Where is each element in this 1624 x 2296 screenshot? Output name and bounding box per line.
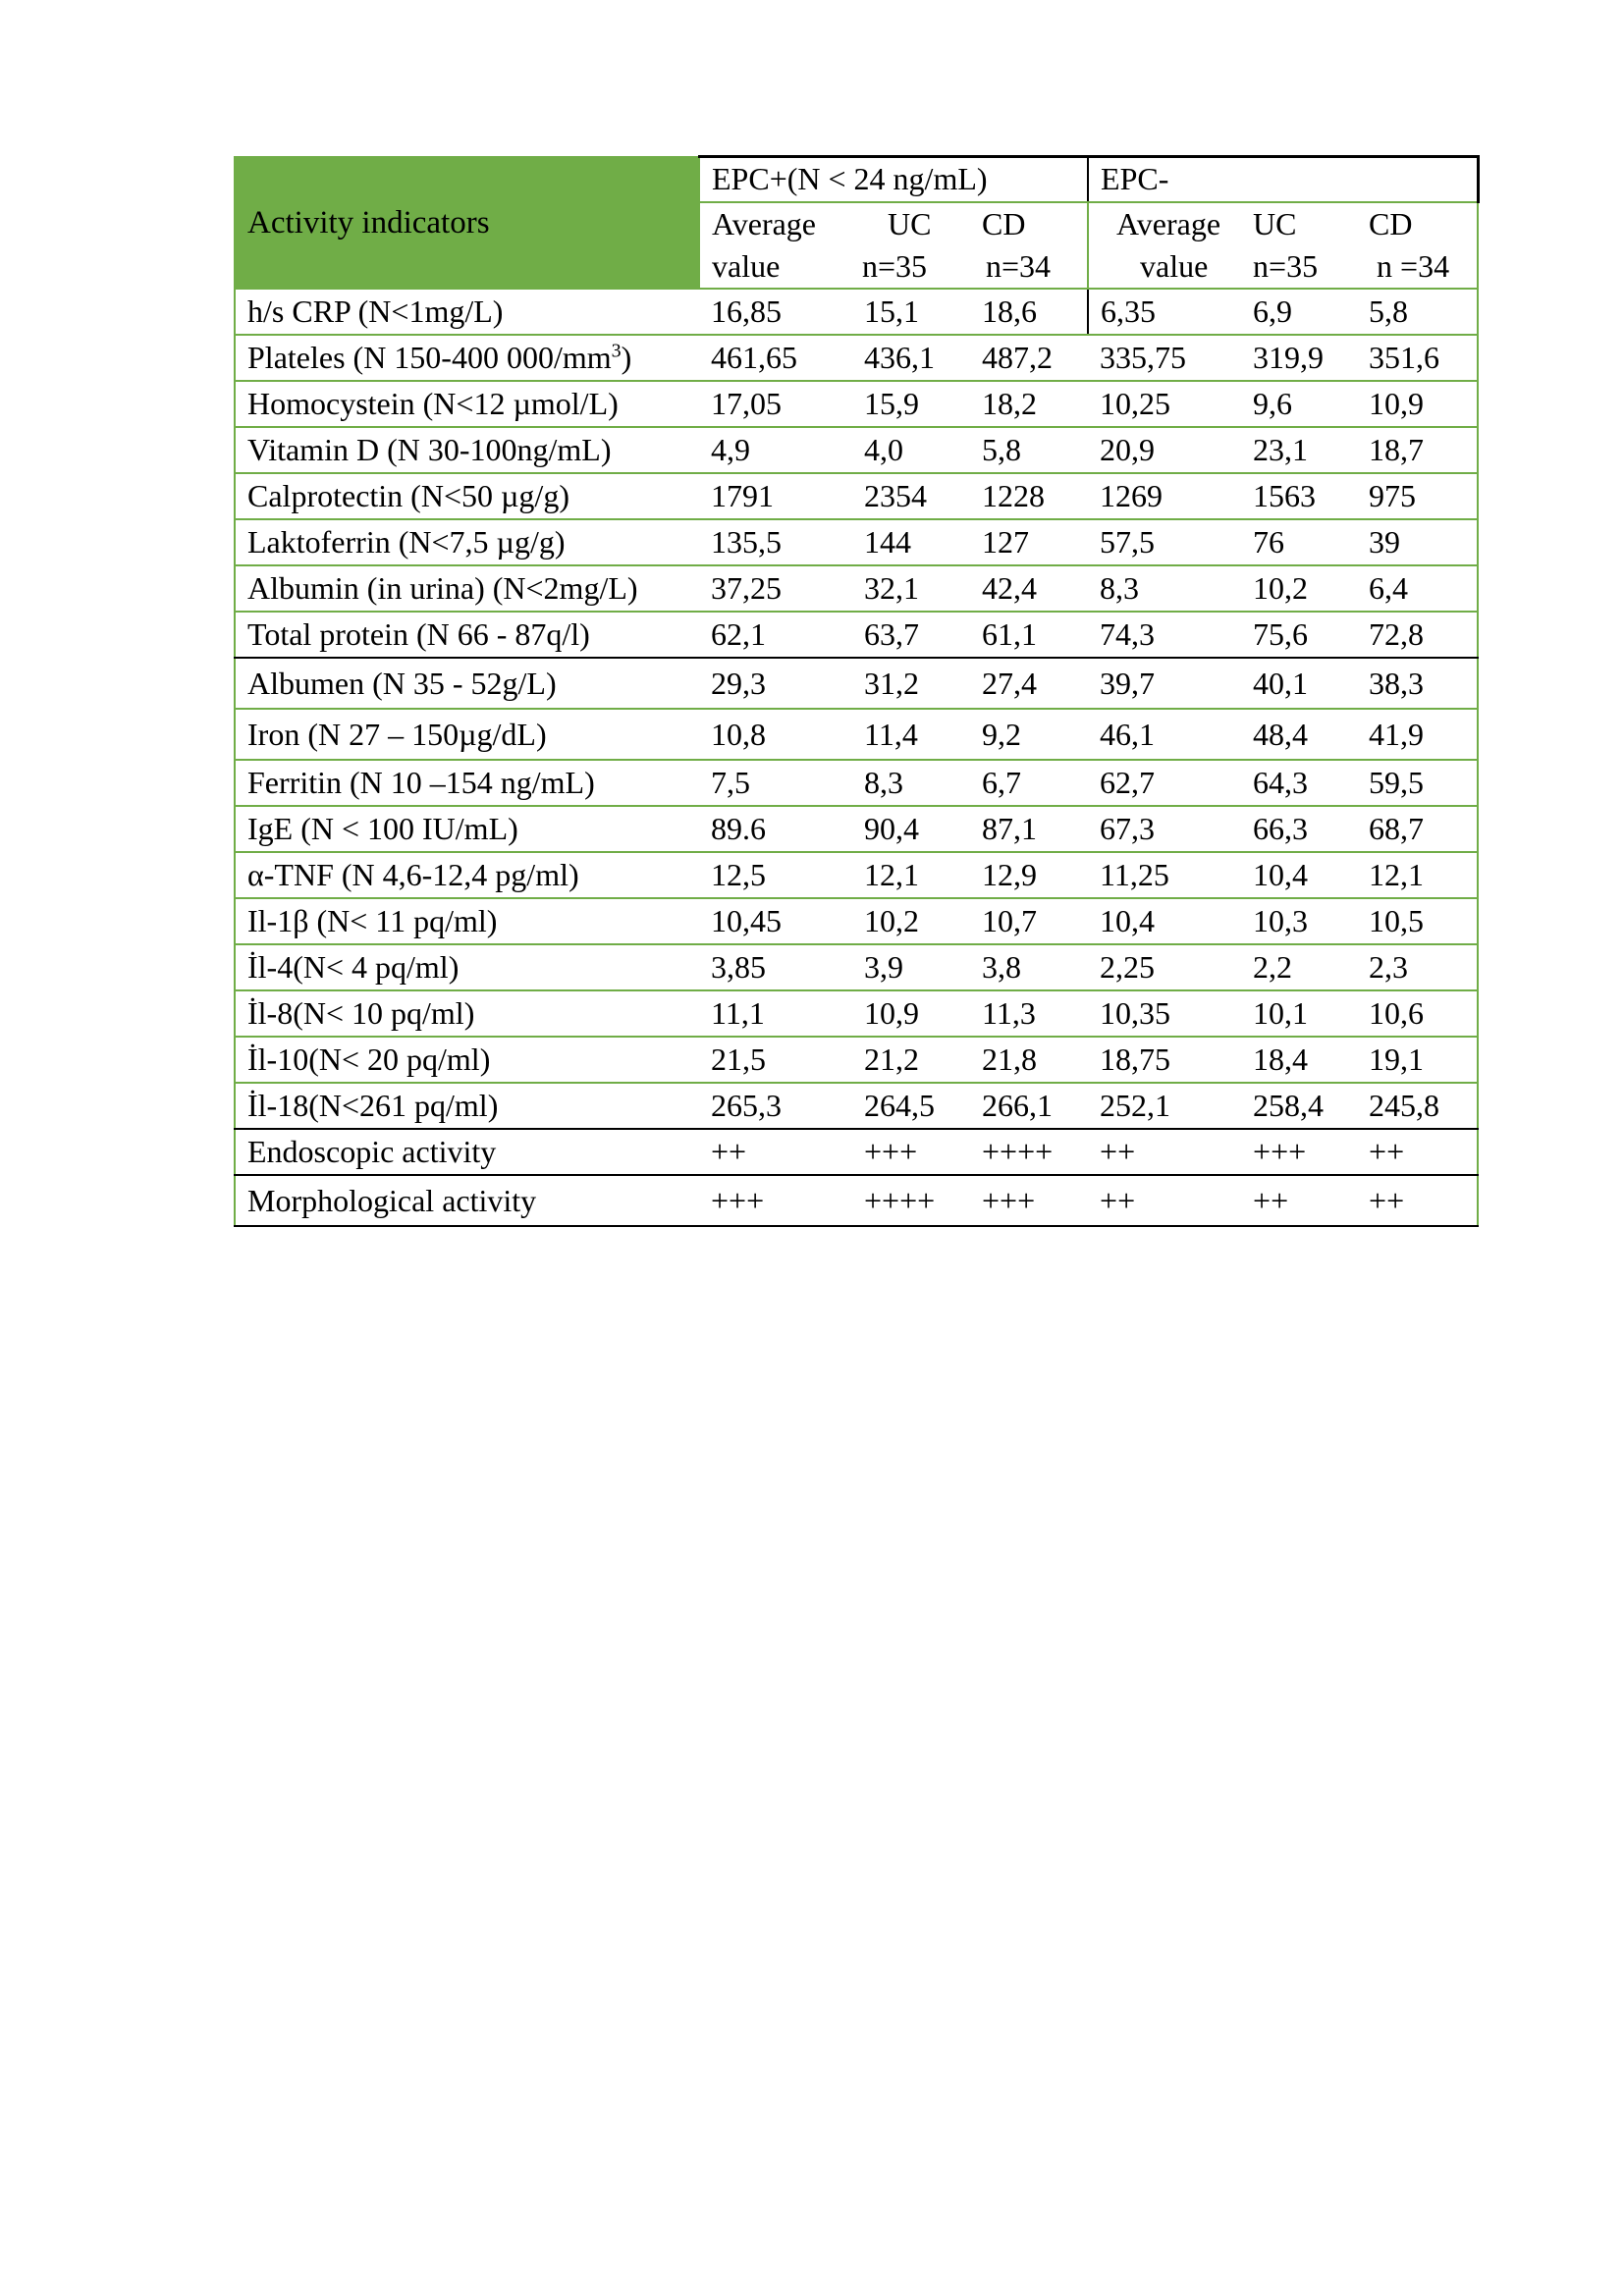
cell-epc-plus-average: 17,05 <box>699 381 852 427</box>
cell-epc-plus-cd: 12,9 <box>970 852 1088 898</box>
cell-epc-plus-uc: +++ <box>852 1129 970 1175</box>
cell-epc-plus-average: +++ <box>699 1175 852 1226</box>
cell-epc-minus-average: 335,75 <box>1088 335 1241 381</box>
row-label: Calprotectin (N<50 µg/g) <box>235 473 699 519</box>
subheader-line: n=35 <box>862 248 928 285</box>
cell-epc-plus-cd: 42,4 <box>970 565 1088 612</box>
row-label: α-TNF (N 4,6-12,4 pg/ml) <box>235 852 699 898</box>
cell-epc-plus-uc: 12,1 <box>852 852 970 898</box>
cell-epc-minus-average: 252,1 <box>1088 1083 1241 1129</box>
activity-row <box>235 1175 1478 1226</box>
row-label: Albumin (in urina) (N<2mg/L) <box>235 565 699 612</box>
cell-epc-plus-uc: 264,5 <box>852 1083 970 1129</box>
cell-epc-minus-cd: 38,3 <box>1357 658 1478 709</box>
cell-epc-minus-average: 10,25 <box>1088 381 1241 427</box>
cell-epc-minus-average: 57,5 <box>1088 519 1241 565</box>
group-header-epc-minus: EPC- <box>1088 157 1478 203</box>
cell-epc-plus-average: 1791 <box>699 473 852 519</box>
cell-epc-plus-average: 29,3 <box>699 658 852 709</box>
table-row <box>235 335 1478 381</box>
row-label: Il-1β (N< 11 pq/ml) <box>235 898 699 944</box>
cell-epc-plus-uc: 11,4 <box>852 709 970 760</box>
subheader-line: n=34 <box>986 248 1052 285</box>
cell-epc-plus-average: 16,85 <box>699 289 852 335</box>
cell-epc-plus-uc: 4,0 <box>852 427 970 473</box>
cell-epc-plus-uc: 15,1 <box>852 289 970 335</box>
table-row <box>235 944 1478 990</box>
cell-epc-minus-uc: 18,4 <box>1241 1037 1357 1083</box>
cell-epc-plus-uc: ++++ <box>852 1175 970 1226</box>
cell-epc-minus-average: 6,35 <box>1088 289 1241 335</box>
table-row <box>235 565 1478 612</box>
cell-epc-plus-uc: 31,2 <box>852 658 970 709</box>
cell-epc-minus-cd: 68,7 <box>1357 806 1478 852</box>
cell-epc-plus-cd: +++ <box>970 1175 1088 1226</box>
cell-epc-minus-uc: 48,4 <box>1241 709 1357 760</box>
cell-epc-plus-average: 11,1 <box>699 990 852 1037</box>
cell-epc-minus-average: 10,4 <box>1088 898 1241 944</box>
activity-row <box>235 1129 1478 1175</box>
cell-epc-minus-cd: 41,9 <box>1357 709 1478 760</box>
cell-epc-minus-cd: 59,5 <box>1357 760 1478 806</box>
cell-epc-plus-average: 21,5 <box>699 1037 852 1083</box>
cell-epc-plus-average: 7,5 <box>699 760 852 806</box>
cell-epc-minus-uc: 23,1 <box>1241 427 1357 473</box>
cell-epc-plus-cd: 1228 <box>970 473 1088 519</box>
row-label-text: Plateles (N 150-400 000/mm <box>247 340 612 376</box>
cell-epc-minus-cd: 351,6 <box>1357 335 1478 381</box>
subheader-epc-minus-cd <box>1357 202 1478 289</box>
cell-epc-minus-average: 62,7 <box>1088 760 1241 806</box>
cell-epc-minus-uc: 258,4 <box>1241 1083 1357 1129</box>
row-label: Laktoferrin (N<7,5 µg/g) <box>235 519 699 565</box>
cell-epc-minus-cd: 245,8 <box>1357 1083 1478 1129</box>
subheader-line: UC <box>1253 206 1297 241</box>
subheader-epc-plus-uc <box>852 202 970 289</box>
cell-epc-minus-uc: 10,3 <box>1241 898 1357 944</box>
cell-epc-minus-average: 8,3 <box>1088 565 1241 612</box>
cell-epc-plus-cd: 5,8 <box>970 427 1088 473</box>
subheader-line: UC <box>888 206 932 241</box>
cell-epc-minus-uc: 40,1 <box>1241 658 1357 709</box>
cell-epc-minus-average: 46,1 <box>1088 709 1241 760</box>
cell-epc-minus-uc: 9,6 <box>1241 381 1357 427</box>
row-label: Endoscopic activity <box>235 1129 699 1175</box>
cell-epc-plus-average: 3,85 <box>699 944 852 990</box>
activity-indicators-table <box>234 155 1480 1227</box>
cell-epc-plus-uc: 10,9 <box>852 990 970 1037</box>
cell-epc-plus-average: 4,9 <box>699 427 852 473</box>
cell-epc-plus-average: 135,5 <box>699 519 852 565</box>
cell-epc-plus-uc: 10,2 <box>852 898 970 944</box>
subheader-epc-plus-average <box>699 202 852 289</box>
cell-epc-minus-average: ++ <box>1088 1175 1241 1226</box>
cell-epc-plus-uc: 436,1 <box>852 335 970 381</box>
table-row <box>235 519 1478 565</box>
cell-epc-plus-cd: 6,7 <box>970 760 1088 806</box>
cell-epc-minus-uc: 319,9 <box>1241 335 1357 381</box>
cell-epc-minus-uc: ++ <box>1241 1175 1357 1226</box>
row-label: Morphological activity <box>235 1175 699 1226</box>
cell-epc-minus-cd: 10,9 <box>1357 381 1478 427</box>
row-label <box>235 335 699 381</box>
cell-epc-minus-cd: 10,5 <box>1357 898 1478 944</box>
row-label: Ferritin (N 10 –154 ng/mL) <box>235 760 699 806</box>
cell-epc-plus-average: 37,25 <box>699 565 852 612</box>
cell-epc-plus-cd: ++++ <box>970 1129 1088 1175</box>
subheader-line: n=35 <box>1253 248 1319 285</box>
cell-epc-plus-cd: 87,1 <box>970 806 1088 852</box>
cell-epc-plus-average: 10,45 <box>699 898 852 944</box>
cell-epc-minus-average: 74,3 <box>1088 612 1241 658</box>
subheader-line: n =34 <box>1377 248 1450 285</box>
cell-epc-minus-average: 67,3 <box>1088 806 1241 852</box>
subheader-line: Average <box>1116 206 1221 241</box>
cell-epc-plus-average: 265,3 <box>699 1083 852 1129</box>
cell-epc-minus-uc: 76 <box>1241 519 1357 565</box>
table-row <box>235 1037 1478 1083</box>
cell-epc-minus-cd: 2,3 <box>1357 944 1478 990</box>
cell-epc-plus-cd: 10,7 <box>970 898 1088 944</box>
cell-epc-minus-cd: ++ <box>1357 1129 1478 1175</box>
table-row <box>235 898 1478 944</box>
cell-epc-minus-average: 1269 <box>1088 473 1241 519</box>
row-label: İl-10(N< 20 pq/ml) <box>235 1037 699 1083</box>
cell-epc-plus-cd: 18,2 <box>970 381 1088 427</box>
cell-epc-plus-cd: 21,8 <box>970 1037 1088 1083</box>
row-label: Total protein (N 66 - 87q/l) <box>235 612 699 658</box>
cell-epc-plus-average: ++ <box>699 1129 852 1175</box>
row-label-superscript: 3 <box>611 340 622 362</box>
cell-epc-minus-average: 20,9 <box>1088 427 1241 473</box>
table-row <box>235 1083 1478 1129</box>
table-row <box>235 612 1478 658</box>
table-body <box>235 289 1478 1226</box>
table-row <box>235 381 1478 427</box>
header-row-groups <box>235 157 1478 203</box>
cell-epc-minus-uc: 66,3 <box>1241 806 1357 852</box>
cell-epc-minus-uc: 64,3 <box>1241 760 1357 806</box>
cell-epc-minus-cd: 975 <box>1357 473 1478 519</box>
cell-epc-plus-cd: 127 <box>970 519 1088 565</box>
row-label: İl-18(N<261 pq/ml) <box>235 1083 699 1129</box>
cell-epc-plus-uc: 144 <box>852 519 970 565</box>
subheader-line: CD <box>1369 206 1413 241</box>
cell-epc-plus-uc: 3,9 <box>852 944 970 990</box>
row-label: Vitamin D (N 30-100ng/mL) <box>235 427 699 473</box>
cell-epc-plus-average: 461,65 <box>699 335 852 381</box>
cell-epc-plus-cd: 27,4 <box>970 658 1088 709</box>
cell-epc-plus-uc: 15,9 <box>852 381 970 427</box>
cell-epc-minus-average: 2,25 <box>1088 944 1241 990</box>
cell-epc-minus-cd: 18,7 <box>1357 427 1478 473</box>
cell-epc-minus-uc: 6,9 <box>1241 289 1357 335</box>
cell-epc-minus-cd: ++ <box>1357 1175 1478 1226</box>
cell-epc-plus-cd: 3,8 <box>970 944 1088 990</box>
corner-header: Activity indicators <box>235 157 699 290</box>
subheader-line: value <box>712 248 781 285</box>
table-row <box>235 473 1478 519</box>
subheader-epc-plus-cd <box>970 202 1088 289</box>
cell-epc-minus-cd: 12,1 <box>1357 852 1478 898</box>
cell-epc-minus-average: 39,7 <box>1088 658 1241 709</box>
subheader-line: Average <box>712 206 816 241</box>
cell-epc-minus-average: 10,35 <box>1088 990 1241 1037</box>
table-row <box>235 760 1478 806</box>
table-row <box>235 990 1478 1037</box>
cell-epc-minus-average: 18,75 <box>1088 1037 1241 1083</box>
cell-epc-minus-cd: 10,6 <box>1357 990 1478 1037</box>
cell-epc-plus-cd: 487,2 <box>970 335 1088 381</box>
cell-epc-minus-uc: 10,1 <box>1241 990 1357 1037</box>
cell-epc-minus-uc: 2,2 <box>1241 944 1357 990</box>
row-label: Albumen (N 35 - 52g/L) <box>235 658 699 709</box>
row-label: h/s CRP (N<1mg/L) <box>235 289 699 335</box>
cell-epc-plus-cd: 11,3 <box>970 990 1088 1037</box>
cell-epc-plus-uc: 90,4 <box>852 806 970 852</box>
group-header-epc-plus: EPC+(N < 24 ng/mL) <box>699 157 1088 203</box>
cell-epc-plus-uc: 63,7 <box>852 612 970 658</box>
cell-epc-plus-cd: 9,2 <box>970 709 1088 760</box>
cell-epc-plus-cd: 61,1 <box>970 612 1088 658</box>
cell-epc-minus-cd: 6,4 <box>1357 565 1478 612</box>
subheader-line: CD <box>982 206 1026 241</box>
row-label: İl-8(N< 10 pq/ml) <box>235 990 699 1037</box>
row-label-tail: ) <box>621 340 632 376</box>
cell-epc-plus-uc: 21,2 <box>852 1037 970 1083</box>
cell-epc-plus-average: 10,8 <box>699 709 852 760</box>
cell-epc-minus-cd: 72,8 <box>1357 612 1478 658</box>
subheader-epc-minus-average <box>1088 202 1241 289</box>
cell-epc-minus-uc: 1563 <box>1241 473 1357 519</box>
subheader-line: value <box>1140 248 1209 285</box>
cell-epc-plus-uc: 8,3 <box>852 760 970 806</box>
cell-epc-minus-cd: 19,1 <box>1357 1037 1478 1083</box>
row-label: Homocystein (N<12 µmol/L) <box>235 381 699 427</box>
cell-epc-minus-cd: 5,8 <box>1357 289 1478 335</box>
cell-epc-minus-uc: 10,4 <box>1241 852 1357 898</box>
cell-epc-minus-average: 11,25 <box>1088 852 1241 898</box>
table-row <box>235 427 1478 473</box>
table-row <box>235 806 1478 852</box>
cell-epc-plus-average: 12,5 <box>699 852 852 898</box>
cell-epc-plus-average: 89.6 <box>699 806 852 852</box>
table-row <box>235 852 1478 898</box>
cell-epc-plus-average: 62,1 <box>699 612 852 658</box>
cell-epc-minus-uc: 75,6 <box>1241 612 1357 658</box>
row-label: İl-4(N< 4 pq/ml) <box>235 944 699 990</box>
subheader-epc-minus-uc <box>1241 202 1357 289</box>
cell-epc-plus-cd: 266,1 <box>970 1083 1088 1129</box>
table-row <box>235 289 1478 335</box>
row-label: Iron (N 27 – 150µg/dL) <box>235 709 699 760</box>
row-label: IgE (N < 100 IU/mL) <box>235 806 699 852</box>
table-row <box>235 709 1478 760</box>
cell-epc-plus-uc: 32,1 <box>852 565 970 612</box>
table-row <box>235 658 1478 709</box>
cell-epc-minus-average: ++ <box>1088 1129 1241 1175</box>
cell-epc-minus-uc: +++ <box>1241 1129 1357 1175</box>
cell-epc-plus-cd: 18,6 <box>970 289 1088 335</box>
cell-epc-minus-uc: 10,2 <box>1241 565 1357 612</box>
cell-epc-minus-cd: 39 <box>1357 519 1478 565</box>
cell-epc-plus-uc: 2354 <box>852 473 970 519</box>
